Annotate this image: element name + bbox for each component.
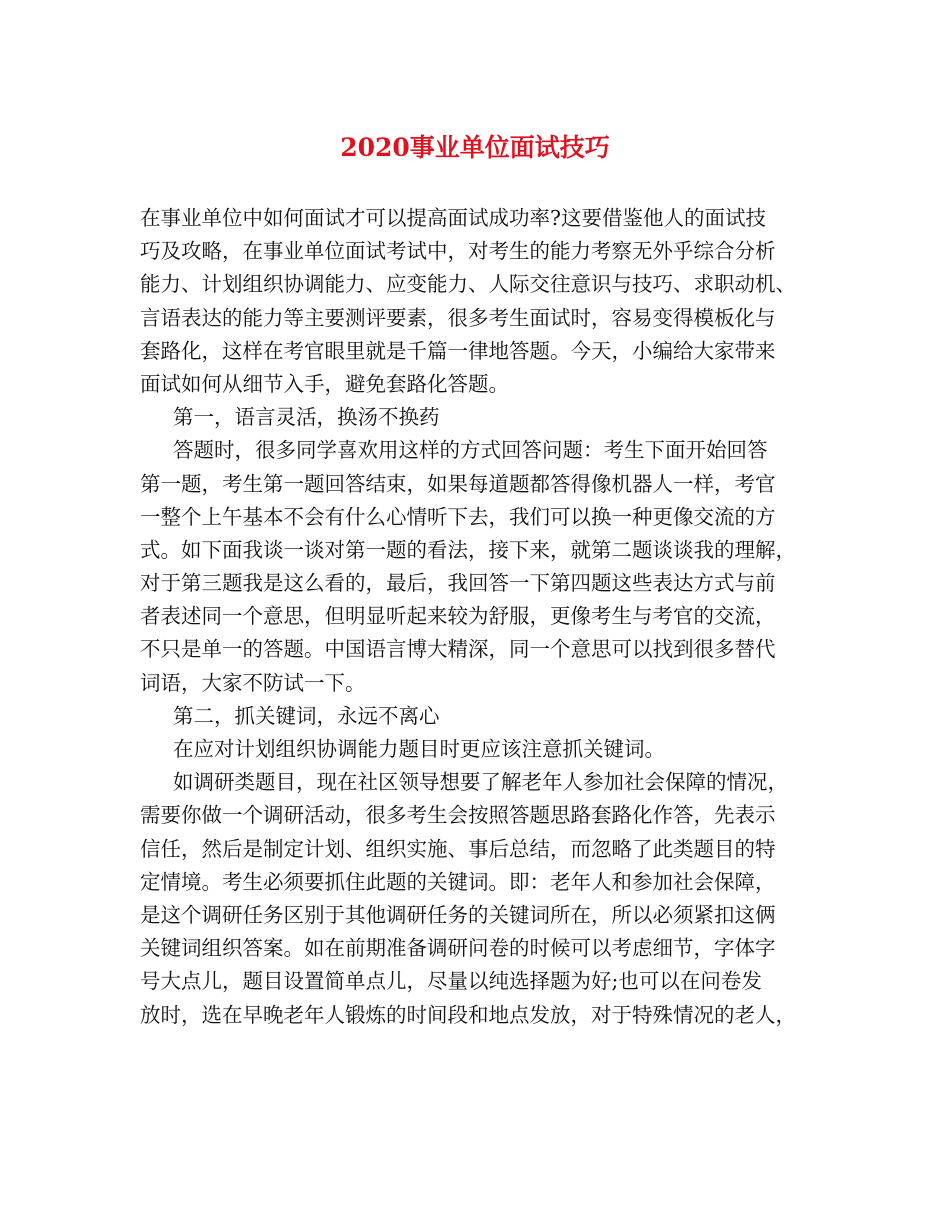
document-title: 2020事业单位面试技巧 [340,133,610,162]
body-line: 需要你做一个调研活动，很多考生会按照答题思路套路化作答，先表示 [140,803,776,828]
body-line: 面试如何从细节入手，避免套路化答题。 [140,371,509,396]
body-line: 如调研类题目，现在社区领导想要了解老年人参加社会保障的情况， [173,770,788,795]
body-line: 关键词组织答案。如在前期准备调研问卷的时候可以考虑细节，字体字 [140,936,776,961]
body-line: 词语，大家不防试一下。 [140,670,366,695]
body-line: 能力、计划组织协调能力、应变能力、人际交往意识与技巧、求职动机、 [140,272,796,297]
body-line: 者表述同一个意思，但明显听起来较为舒服，更像考生与考官的交流， [140,604,776,629]
body-line: 式。如下面我谈一谈对第一题的看法，接下来，就第二题谈谈我的理解， [140,537,796,562]
body-line: 言语表达的能力等主要测评要素，很多考生面试时，容易变得模板化与 [140,305,776,330]
body-line: 是这个调研任务区别于其他调研任务的关键词所在，所以必须紧扣这俩 [140,902,776,927]
body-line: 巧及攻略，在事业单位面试考试中，对考生的能力考察无外乎综合分析 [140,239,776,264]
body-line: 放时，选在早晚老年人锻炼的时间段和地点发放，对于特殊情况的老人， [140,1002,796,1027]
body-line: 第一题，考生第一题回答结束，如果每道题都答得像机器人一样，考官 [140,471,776,496]
body-line: 定情境。考生必须要抓住此题的关键词。即：老年人和参加社会保障， [140,869,776,894]
body-line: 信任，然后是制定计划、组织实施、事后总结，而忽略了此类题目的特 [140,836,776,861]
body-line: 一整个上午基本不会有什么心情听下去，我们可以换一种更像交流的方 [140,504,776,529]
document-body [140,202,815,1032]
body-line: 套路化，这样在考官眼里就是千篇一律地答题。今天，小编给大家带来 [140,338,776,363]
body-line: 对于第三题我是这么看的，最后，我回答一下第四题这些表达方式与前 [140,571,776,596]
body-line: 在应对计划组织协调能力题目时更应该注意抓关键词。 [173,737,665,761]
body-line: 第一，语言灵活，换汤不换药 [173,405,440,430]
body-line: 答题时，很多同学喜欢用这样的方式回答问题：考生下面开始回答 [173,438,768,463]
body-line: 第二，抓关键词，永远不离心 [173,703,440,728]
body-line: 号大点儿，题目设置简单点儿，尽量以纯选择题为好;也可以在问卷发 [140,969,762,994]
body-line: 在事业单位中如何面试才可以提高面试成功率?这要借鉴他人的面试技 [140,206,766,230]
body-line: 不只是单一的答题。中国语言博大精深，同一个意思可以找到很多替代 [140,637,776,662]
